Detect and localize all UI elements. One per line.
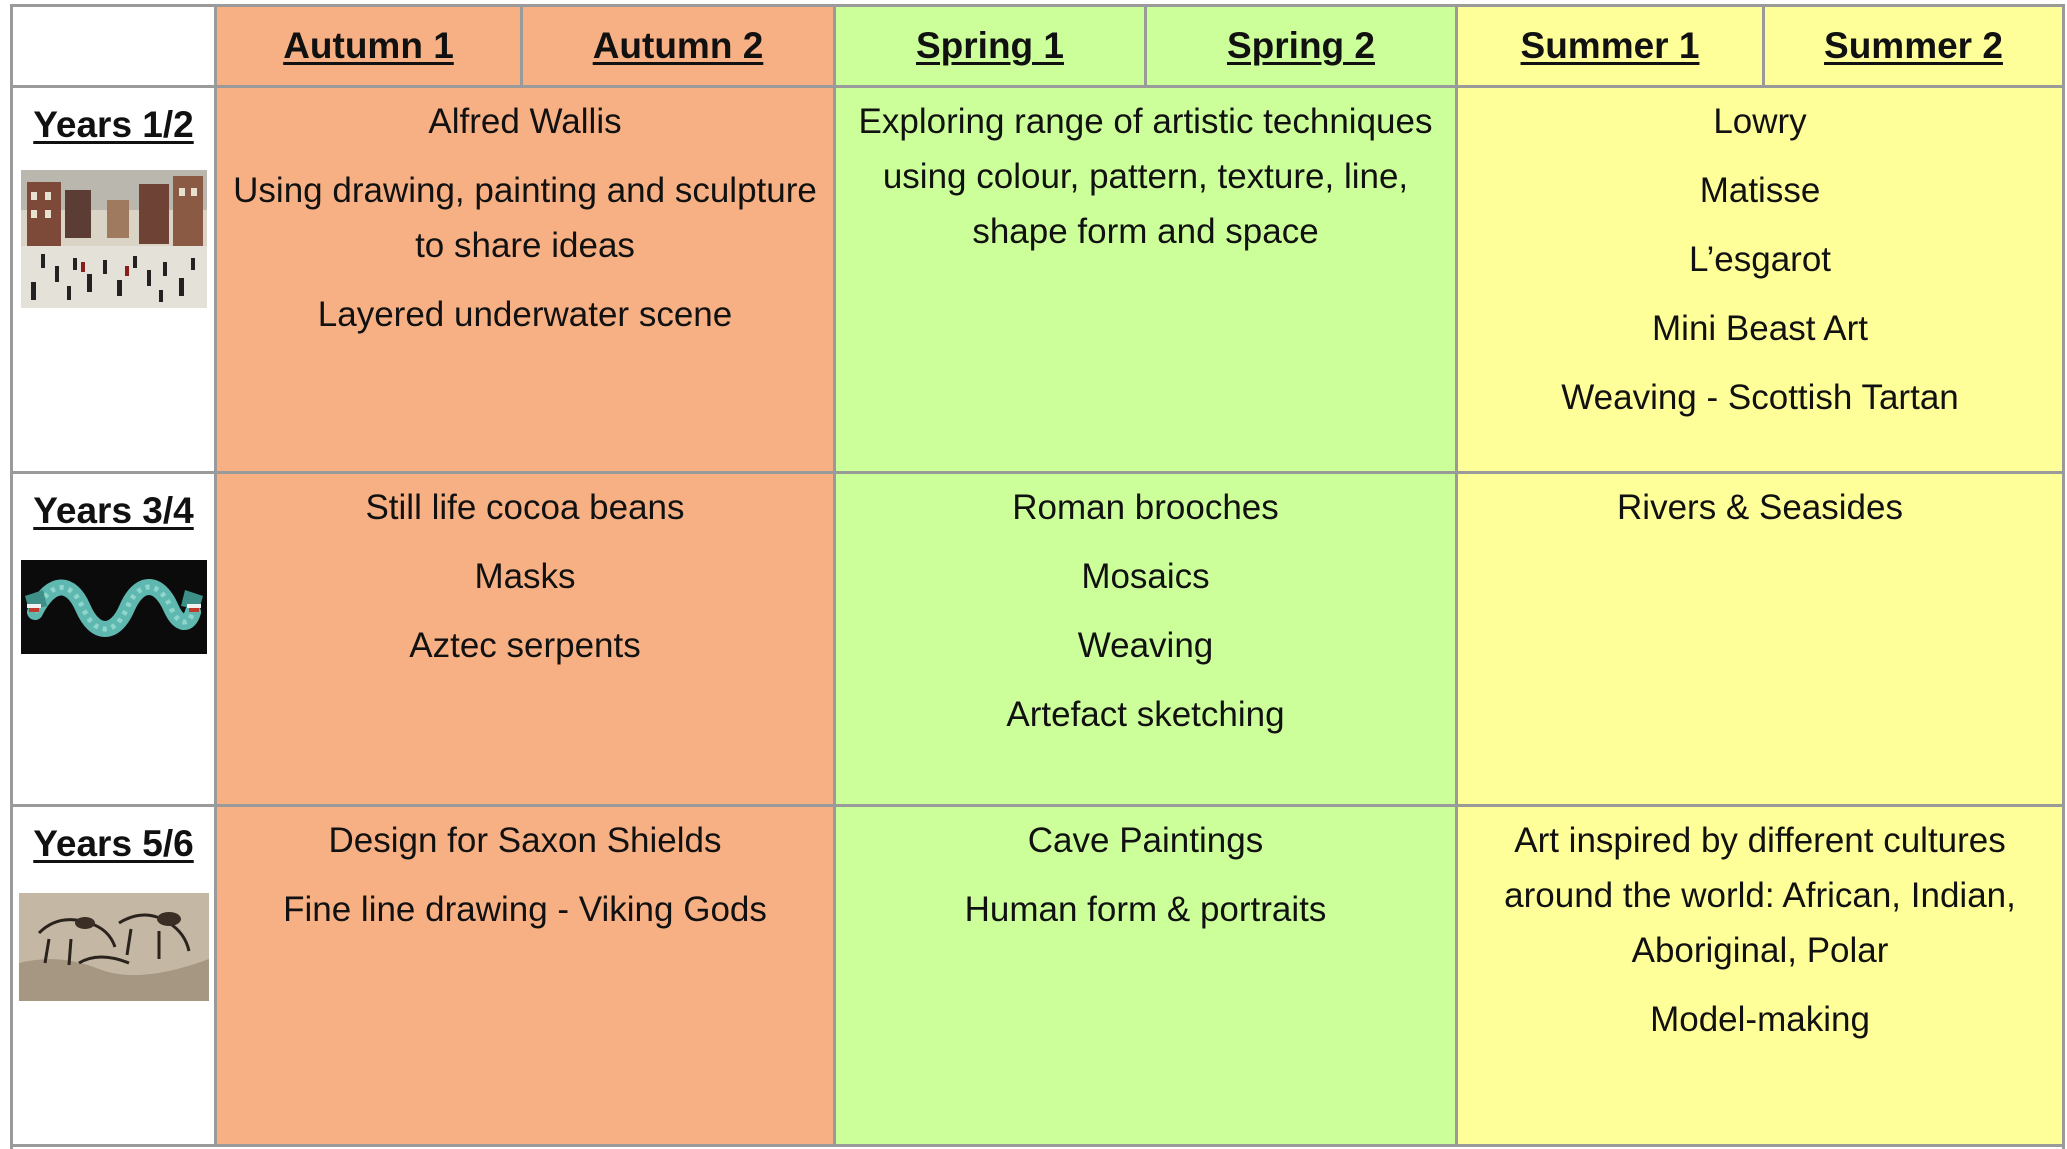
- autumn-content: [216, 806, 835, 1146]
- topic-item: Human form & portraits: [964, 890, 1327, 929]
- header-label: Autumn 2: [592, 25, 764, 66]
- cave-painting-thumbnail: [19, 893, 209, 1001]
- table-row: [12, 806, 2064, 1146]
- topic-item: Rivers & Seasides: [1617, 488, 1903, 527]
- header-row: [12, 6, 2064, 87]
- summer-content: [1457, 473, 2064, 806]
- topic-item: Exploring range of artistic techniques using colour, pattern, texture, line, shape form and space: [858, 102, 1433, 251]
- topic-item: Layered underwater scene: [317, 295, 733, 334]
- year-label: Years 5/6: [33, 823, 194, 864]
- topic-item: Artefact sketching: [1006, 695, 1285, 734]
- topic-item: Lowry: [1713, 102, 1807, 141]
- topic-item: Fine line drawing - Viking Gods: [283, 890, 767, 929]
- spring-content: [835, 87, 1457, 473]
- header-autumn-1: [216, 6, 522, 87]
- header-spring-1: [835, 6, 1146, 87]
- topic-item: Design for Saxon Shields: [328, 821, 722, 860]
- art-curriculum-table: [10, 4, 2065, 1147]
- topic-item: Alfred Wallis: [428, 102, 622, 141]
- topic-item: Masks: [474, 557, 576, 596]
- topic-item: Weaving: [1077, 626, 1214, 665]
- topic-item: Aztec serpents: [409, 626, 641, 665]
- year-label: Years 1/2: [33, 104, 194, 145]
- lowry-street-scene-thumbnail: [21, 170, 207, 308]
- topic-item: Using drawing, painting and sculpture to share ideas: [233, 171, 817, 265]
- autumn-content: [216, 473, 835, 806]
- summer-content: [1457, 87, 2064, 473]
- topic-item: L’esgarot: [1688, 240, 1832, 279]
- table-row: [12, 473, 2064, 806]
- header-spring-2: [1146, 6, 1457, 87]
- aztec-double-headed-serpent-thumbnail: [21, 560, 207, 654]
- header-label: Spring 2: [1226, 25, 1376, 66]
- header-autumn-2: [522, 6, 835, 87]
- year-cell: [12, 806, 216, 1146]
- topic-item: Model-making: [1650, 1000, 1870, 1039]
- table-row: [12, 87, 2064, 473]
- curriculum-sheet: [10, 4, 2065, 1149]
- topic-item: Weaving - Scottish Tartan: [1561, 378, 1959, 417]
- topic-item: Still life cocoa beans: [365, 488, 685, 527]
- year-cell: [12, 87, 216, 473]
- header-summer-1: [1457, 6, 1764, 87]
- topic-item: Art inspired by different cultures around the world: African, Indian, Aboriginal, Polar: [1504, 821, 2016, 970]
- topic-item: Mosaics: [1081, 557, 1210, 596]
- year-cell: [12, 473, 216, 806]
- topic-item: Mini Beast Art: [1652, 309, 1868, 348]
- header-label: Summer 1: [1520, 25, 1700, 66]
- autumn-content: [216, 87, 835, 473]
- topic-item: Matisse: [1699, 171, 1821, 210]
- topic-item: Roman brooches: [1012, 488, 1279, 527]
- spring-content: [835, 806, 1457, 1146]
- spring-content: [835, 473, 1457, 806]
- header-label: Spring 1: [915, 25, 1065, 66]
- summer-content: [1457, 806, 2064, 1146]
- year-label: Years 3/4: [33, 490, 194, 531]
- corner-cell: [12, 6, 216, 87]
- header-summer-2: [1764, 6, 2064, 87]
- topic-item: Cave Paintings: [1027, 821, 1264, 860]
- header-label: Autumn 1: [283, 25, 454, 66]
- header-label: Summer 2: [1824, 25, 2003, 66]
